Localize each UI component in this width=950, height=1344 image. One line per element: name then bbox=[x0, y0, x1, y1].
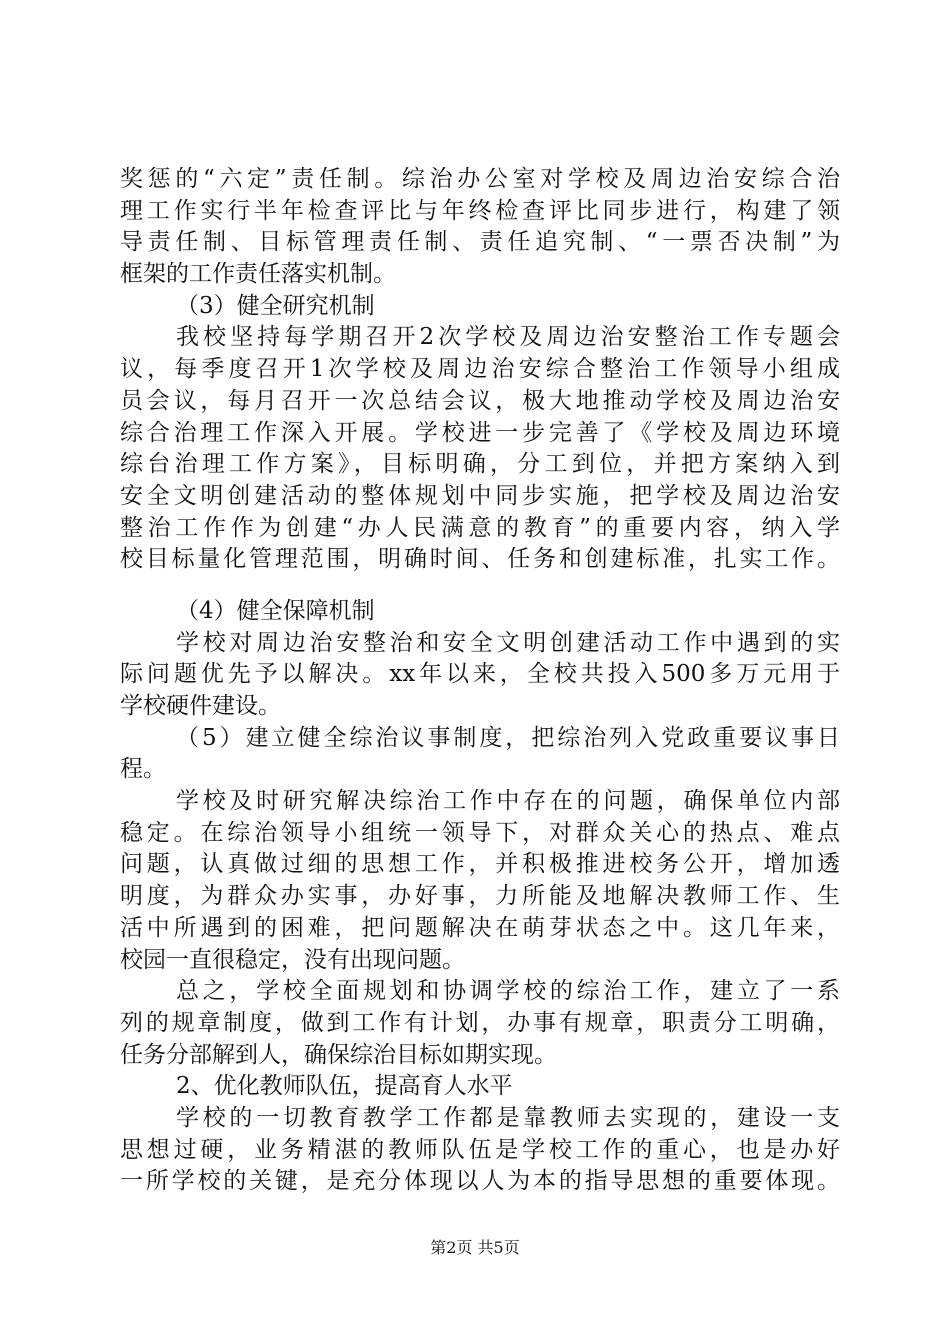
section-heading: （3）健全研究机制 bbox=[176, 292, 375, 319]
text-line: 导责任制、目标管理责任制、责任追究制、“一票否决制”为 bbox=[120, 229, 840, 256]
text-line: 学校的一切教育教学工作都是靠教师去实现的，建设一支 bbox=[176, 1104, 840, 1131]
section-heading: 2、优化教师队伍，提高育人水平 bbox=[176, 1073, 513, 1100]
text-line: 整治工作作为创建“办人民满意的教育”的重要内容，纳入学 bbox=[120, 514, 840, 541]
text-line: 列的规章制度，做到工作有计划，办事有规章，职责分工明确， bbox=[120, 1009, 840, 1036]
text-line: 稳定。在综治领导小组统一领导下，对群众关心的热点、难点 bbox=[120, 819, 840, 846]
text-line: 活中所遇到的困难，把问题解决在萌芽状态之中。这几年来， bbox=[120, 914, 840, 941]
text-line: 学校对周边治安整治和安全文明创建活动工作中遇到的实 bbox=[176, 629, 840, 656]
text-line: 际问题优先予以解决。xx年以来，全校共投入500多万元用于 bbox=[120, 661, 840, 688]
paragraph-gap bbox=[120, 576, 840, 596]
text-line: 学校硬件建设。 bbox=[120, 693, 281, 719]
section-heading: （5）建立健全综治议事制度，把综治列入党政重要议事日 bbox=[176, 724, 840, 751]
text-line: 校目标量化管理范围，明确时间、任务和创建标准，扎实工作。 bbox=[120, 546, 840, 573]
section-heading: （4）健全保障机制 bbox=[176, 597, 375, 624]
text-line: 安全文明创建活动的整体规划中同步实施，把学校及周边治安 bbox=[120, 482, 840, 509]
text-line: 综合治理工作深入开展。学校进一步完善了《学校及周边环境 bbox=[120, 419, 840, 446]
text-line: 议，每季度召开1次学校及周边治安综合整治工作领导小组成 bbox=[120, 356, 840, 383]
text-line: 一所学校的关键，是充分体现以人为本的指导思想的重要体现。 bbox=[120, 1168, 840, 1195]
text-line: 框架的工作责任落实机制。 bbox=[120, 261, 396, 288]
text-line: 思想过硬，业务精湛的教师队伍是学校工作的重心，也是办好 bbox=[120, 1136, 840, 1163]
page-number-footer: 第2页 共5页 bbox=[430, 1238, 520, 1257]
text-line: 程。 bbox=[120, 756, 166, 783]
text-line: 明度，为群众办实事，办好事，力所能及地解决教师工作、生 bbox=[120, 883, 840, 910]
text-line: 校园一直很稳定，没有出现问题。 bbox=[120, 946, 465, 973]
text-line: 总之，学校全面规划和协调学校的综治工作，建立了一系 bbox=[176, 978, 840, 1005]
text-line: 理工作实行半年检查评比与年终检查评比同步进行，构建了领 bbox=[120, 197, 840, 224]
text-line: 综台治理工作方案》，目标明确，分工到位，并把方案纳入到 bbox=[120, 451, 840, 478]
document-body bbox=[120, 164, 840, 1198]
text-line: 任务分部解到人，确保综治目标如期实现。 bbox=[120, 1041, 557, 1068]
text-line: 奖惩的“六定”责任制。综治办公室对学校及周边治安综合治 bbox=[120, 166, 840, 192]
text-line: 我校坚持每学期召开2次学校及周边治安整治工作专题会 bbox=[176, 324, 840, 351]
text-line: 问题，认真做过细的思想工作，并积极推进校务公开，增加透 bbox=[120, 851, 840, 878]
text-line: 学校及时研究解决综治工作中存在的问题，确保单位内部 bbox=[176, 788, 840, 815]
text-line: 员会议，每月召开一次总结会议，极大地推动学校及周边治安 bbox=[120, 387, 840, 414]
